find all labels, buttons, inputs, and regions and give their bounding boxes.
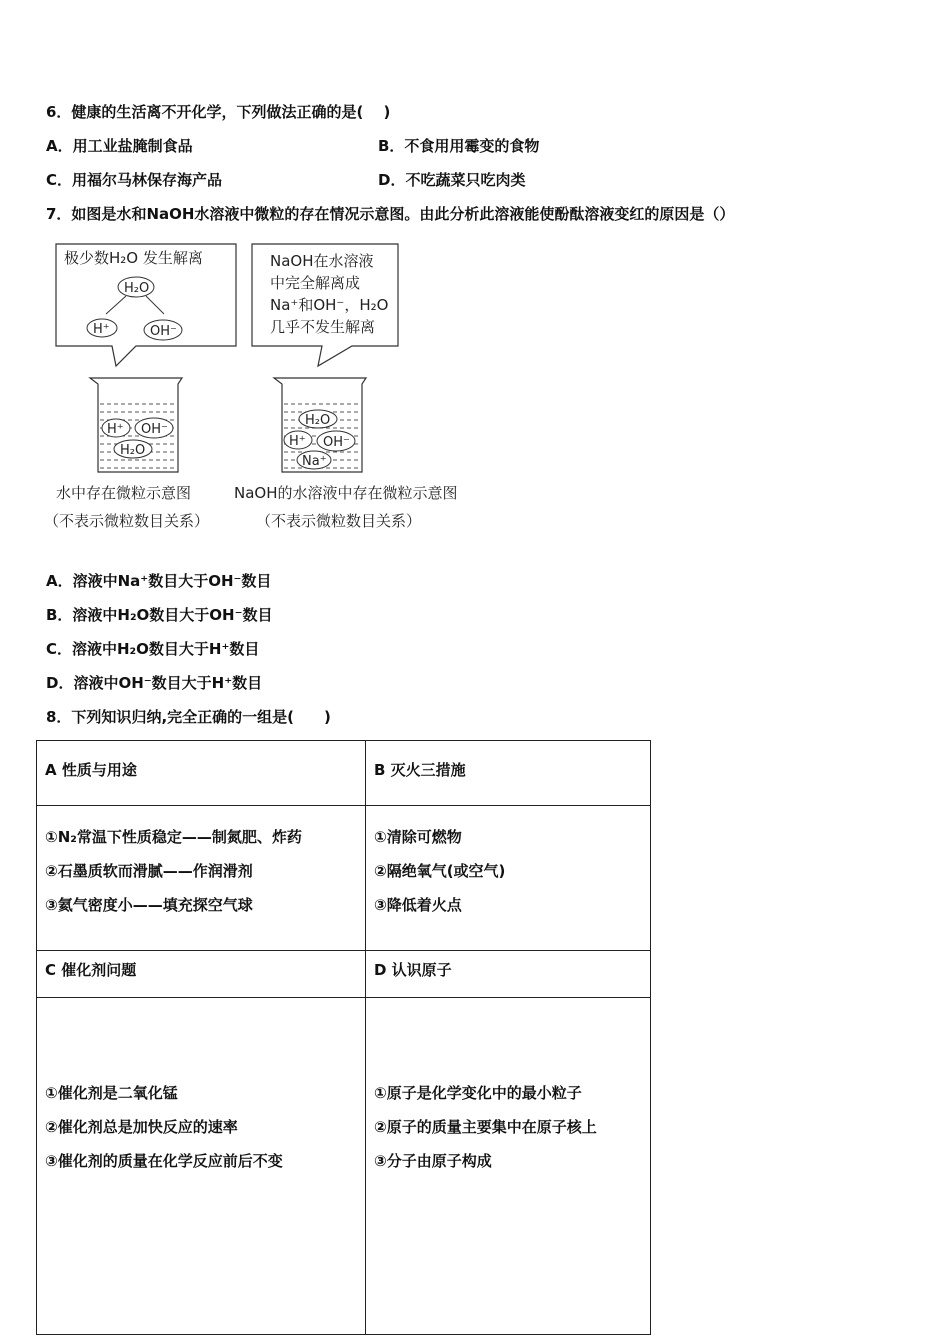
cell-d-body — [366, 998, 651, 1335]
particle-diagram — [0, 0, 950, 560]
cell-b-title: B 灭火三措施 — [366, 741, 651, 806]
particle-oh: OH⁻ — [150, 324, 177, 339]
particle-h2o: H₂O — [124, 281, 150, 296]
left-caption: 水中存在微粒示意图 — [56, 484, 192, 502]
q6-option-a[interactable]: A．用工业盐腌制食品 — [46, 137, 193, 155]
cell-a-item-3: ③氦气密度小——填充探空气球 — [45, 896, 253, 914]
beaker-right-h2o: H₂O — [305, 413, 331, 428]
cell-c-item-1: ①催化剂是二氧化锰 — [45, 1084, 178, 1102]
q7-option-b[interactable]: B．溶液中H₂O数目大于OH⁻数目 — [46, 606, 273, 624]
cell-c-body — [37, 998, 366, 1335]
q8-stem: 8．下列知识归纳,完全正确的一组是( ) — [46, 708, 331, 726]
cell-d-item-2: ②原子的质量主要集中在原子核上 — [374, 1118, 597, 1136]
right-bubble-line3: Na⁺和OH⁻，H₂O — [270, 296, 389, 314]
cell-d-item-3: ③分子由原子构成 — [374, 1152, 492, 1170]
right-caption: NaOH的水溶液中存在微粒示意图 — [234, 484, 458, 502]
cell-c-item-3: ③催化剂的质量在化学反应前后不变 — [45, 1152, 283, 1170]
left-note: （不表示微粒数目关系） — [44, 512, 210, 530]
cell-a-title: A 性质与用途 — [37, 741, 366, 806]
cell-a-item-2: ②石墨质软而滑腻——作润滑剂 — [45, 862, 253, 880]
cell-c-item-2: ②催化剂总是加快反应的速率 — [45, 1118, 238, 1136]
q7-option-c[interactable]: C．溶液中H₂O数目大于H⁺数目 — [46, 640, 260, 658]
cell-d-title: D 认识原子 — [366, 951, 651, 998]
q6-option-d[interactable]: D．不吃蔬菜只吃肉类 — [378, 171, 526, 189]
right-bubble-line2: 中完全解离成 — [270, 274, 361, 292]
q7-stem: 7．如图是水和NaOH水溶液中微粒的存在情况示意图。由此分析此溶液能使酚酞溶液变红的原因是（） — [46, 205, 735, 223]
cell-b-item-3: ③降低着火点 — [374, 896, 462, 914]
cell-c-title: C 催化剂问题 — [37, 951, 366, 998]
q6-option-c[interactable]: C．用福尔马林保存海产品 — [46, 171, 223, 189]
cell-d-item-1: ①原子是化学变化中的最小粒子 — [374, 1084, 582, 1102]
cell-b-item-2: ②隔绝氧气(或空气) — [374, 862, 506, 880]
q7-option-a[interactable]: A．溶液中Na⁺数目大于OH⁻数目 — [46, 572, 272, 590]
beaker-right-oh: OH⁻ — [323, 435, 350, 450]
beaker-left-h: H⁺ — [107, 422, 124, 437]
beaker-right-h: H⁺ — [289, 434, 306, 449]
q6-option-b[interactable]: B．不食用用霉变的食物 — [378, 137, 540, 155]
right-bubble-line4: 几乎不发生解离 — [270, 318, 376, 336]
beaker-left-h2o: H₂O — [120, 443, 146, 458]
cell-b-item-1: ①清除可燃物 — [374, 828, 462, 846]
particle-h: H⁺ — [93, 322, 110, 337]
right-bubble-line1: NaOH在水溶液 — [270, 252, 374, 270]
q6-stem: 6．健康的生活离不开化学，下列做法正确的是( ) — [46, 103, 391, 121]
cell-a-body — [37, 806, 366, 951]
right-note: （不表示微粒数目关系） — [256, 512, 422, 530]
beaker-left-oh: OH⁻ — [141, 422, 168, 437]
beaker-right-na: Na⁺ — [302, 454, 327, 469]
left-bubble-text: 极少数H₂O 发生解离 — [64, 249, 203, 267]
cell-b-body — [366, 806, 651, 951]
knowledge-table — [36, 740, 651, 1335]
q7-option-d[interactable]: D．溶液中OH⁻数目大于H⁺数目 — [46, 674, 263, 692]
cell-a-item-1: ①N₂常温下性质稳定——制氮肥、炸药 — [45, 828, 302, 846]
